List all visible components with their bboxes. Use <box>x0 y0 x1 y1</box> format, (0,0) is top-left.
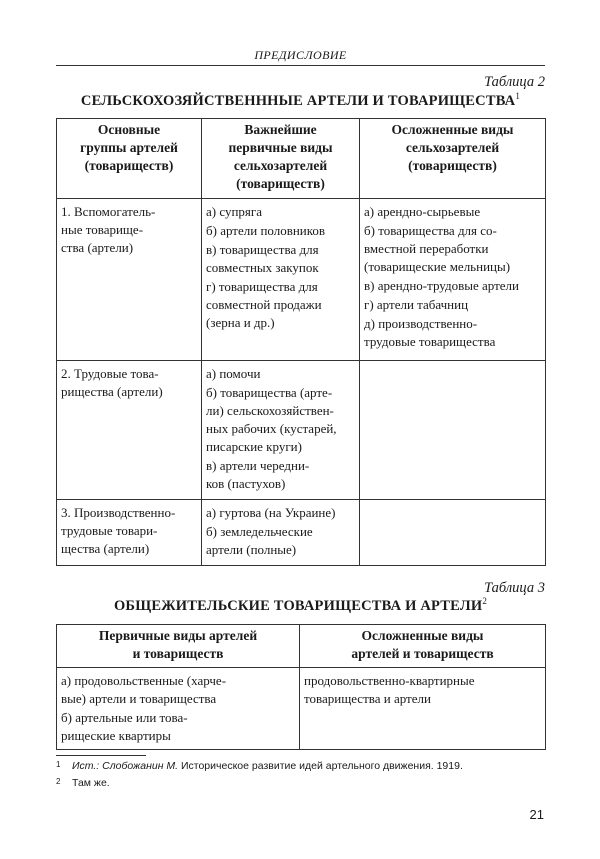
footnote-2: 2 Там же. <box>56 777 110 789</box>
list-item: б) артели половников <box>206 223 326 238</box>
list-item: а) помочи <box>206 366 261 381</box>
table2-header-complex: Осложненные виды сельхозартелей (товариществ) <box>360 119 546 199</box>
table3 <box>56 624 546 750</box>
running-head: ПРЕДИСЛОВИЕ <box>254 48 347 62</box>
table-cell <box>202 500 360 566</box>
table-cell: 1. Вспомогатель- ные товарище- ства (артели) <box>57 199 202 361</box>
table-cell: 3. Производственно- трудовые товари- щества (артели) <box>57 500 202 566</box>
table3-title: ОБЩЕЖИТЕЛЬСКИЕ ТОВАРИЩЕСТВА И АРТЕЛИ$^2$ <box>113 596 488 614</box>
list-item: б) товарищества для со- вместной переработки (товарищеские мельницы) <box>364 223 511 274</box>
list-item: а) арендно-сырьевые <box>364 204 481 219</box>
table3-header-primary: Первичные виды артелей и товариществ <box>57 625 300 668</box>
table3-label: Таблица 3 <box>484 580 545 596</box>
table-row <box>57 668 546 750</box>
list-item: а) продовольственные (харче- вые) артели и товарищества <box>61 673 227 706</box>
table-row <box>57 500 546 566</box>
table-cell <box>57 668 300 750</box>
table-cell <box>360 199 546 361</box>
page-number: 21 <box>529 807 544 822</box>
table-cell <box>360 361 546 500</box>
list-item: в) артели чередни- ков (пастухов) <box>206 458 310 491</box>
list-item: а) гуртова (на Украине) <box>206 505 336 520</box>
footnote-1: 1 Ист.: Слобожанин М. Историческое развитие идей артельного движения. 1919. <box>56 760 463 772</box>
list-item: б) артельные или това- рищеские квартиры <box>61 710 188 743</box>
table-cell: продовольственно-квартирные товарищества и артели <box>300 668 546 750</box>
list-item: г) товарищества для совместной продажи (зерна и др.) <box>206 279 322 330</box>
table3-footnote-ref: 2 <box>482 596 488 606</box>
table-cell <box>360 500 546 566</box>
table2-title: СЕЛЬСКОХОЗЯЙСТВЕНННЫЕ АРТЕЛИ И ТОВАРИЩЕСТВА$^1$ <box>80 91 521 109</box>
list-item: б) земледельческие артели (полные) <box>206 524 313 557</box>
table-row <box>57 199 546 361</box>
table-cell <box>202 361 360 500</box>
table2-header-groups: Основные группы артелей (товариществ) <box>57 119 202 199</box>
header-divider <box>56 65 545 66</box>
list-item: в) арендно-трудовые артели <box>364 278 519 293</box>
list-item: б) товарищества (арте- ли) сельскохозяйствен- ных рабочих (кустарей, писарские круги) <box>206 385 337 454</box>
list-item: г) артели табачниц <box>364 297 469 312</box>
footnote-divider <box>56 755 146 756</box>
list-item: д) производственно- трудовые товарищества <box>364 316 496 349</box>
list-item: в) товарищества для совместных закупок <box>206 242 319 275</box>
table2-header-primary: Важнейшие первичные виды сельхозартелей (товариществ) <box>202 119 360 199</box>
table2-label: Таблица 2 <box>484 74 545 90</box>
table-row <box>57 361 546 500</box>
table2 <box>56 118 546 566</box>
list-item: а) супряга <box>206 204 262 219</box>
table-cell: 2. Трудовые това- рищества (артели) <box>57 361 202 500</box>
table3-header-complex: Осложненные виды артелей и товариществ <box>300 625 546 668</box>
table-cell <box>202 199 360 361</box>
table2-footnote-ref: 1 <box>515 91 521 101</box>
